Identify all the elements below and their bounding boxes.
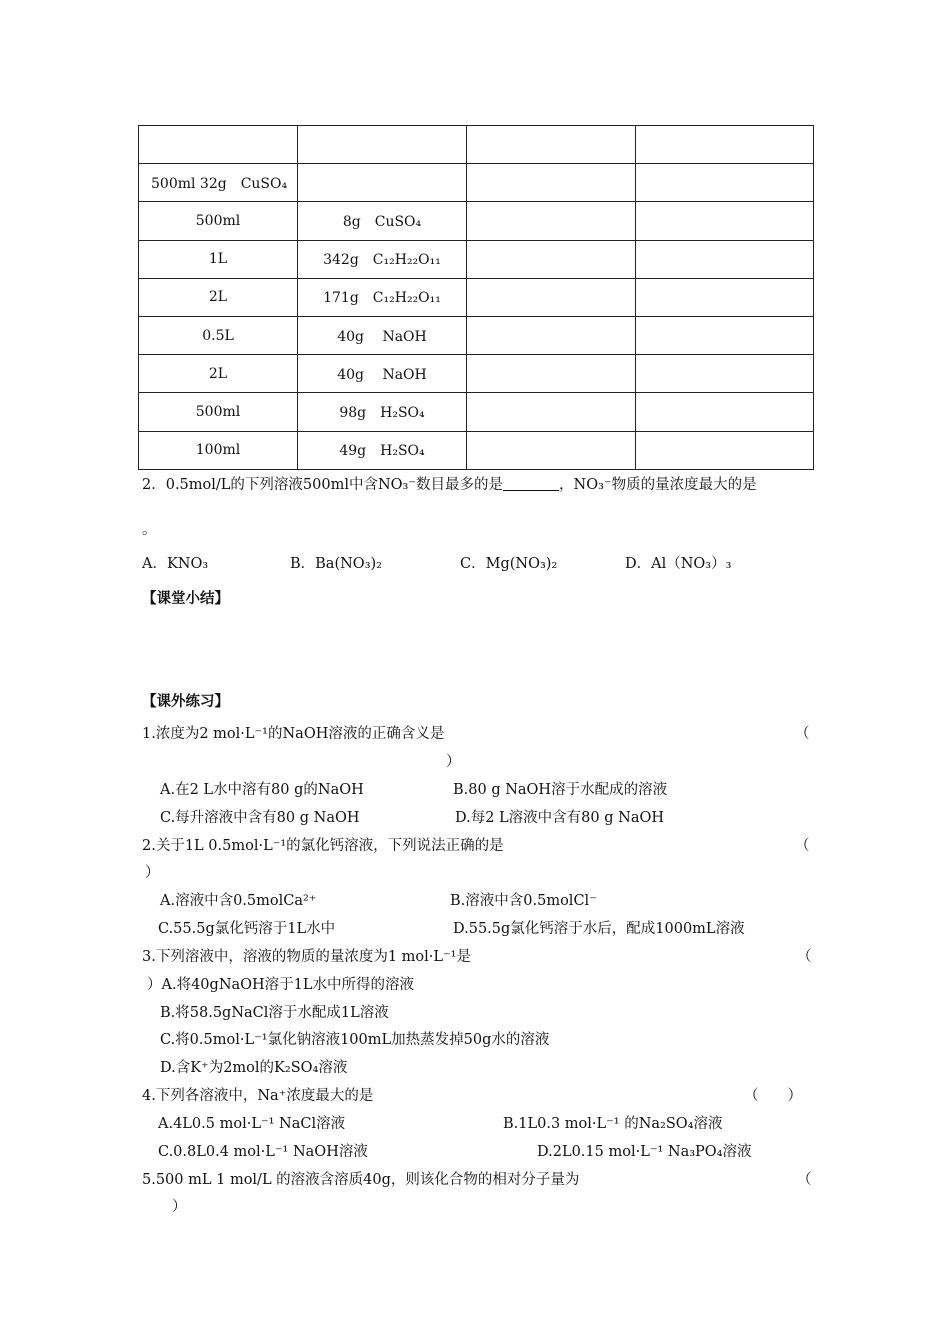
question-2-part2: ，NO₃⁻物质的量浓度最大的是 <box>559 477 757 493</box>
table-cell <box>298 126 467 164</box>
table-cell: 2L <box>139 278 298 316</box>
table-cell: 500ml 32g CuSO₄ <box>139 164 298 202</box>
table-row <box>139 355 814 393</box>
exercise-2-paren-close: ） <box>145 865 160 881</box>
exercise-1-paren-open: （ <box>795 726 810 742</box>
table-cell <box>139 126 298 164</box>
table-cell <box>636 278 814 316</box>
exercise-5-stem: 5.500 mL 1 mol/L 的溶液含溶质40g，则该化合物的相对分子量为 <box>142 1172 580 1188</box>
table-cell <box>636 126 814 164</box>
question-2-stem <box>142 473 757 494</box>
table-cell <box>636 316 814 354</box>
exercise-2-option-d: D.55.5g氯化钙溶于水后，配成1000mL溶液 <box>453 921 745 937</box>
table-row <box>139 393 814 431</box>
question-2-part1: 2．0.5mol/L的下列溶液500ml中含NO₃⁻数目最多的是 <box>142 477 504 493</box>
exercise-4-option-c: C.0.8L0.4 mol·L⁻¹ NaOH溶液 <box>158 1144 368 1160</box>
table-cell <box>636 355 814 393</box>
table-row <box>139 431 814 469</box>
question-2-option-d: D．Al（NO₃）₃ <box>625 556 732 572</box>
exercise-5-paren-open: （ <box>797 1172 812 1188</box>
exercise-2-stem: 2.关于1L 0.5mol·L⁻¹的氯化钙溶液，下列说法正确的是 <box>142 838 504 854</box>
exercise-3-option-b: B.将58.5gNaCl溶于水配成1L溶液 <box>160 1005 389 1021</box>
table-cell: 1L <box>139 240 298 278</box>
exercise-3-option-c: C.将0.5mol·L⁻¹氯化钠溶液100mL加热蒸发掉50g水的溶液 <box>160 1032 550 1048</box>
answer-blank <box>503 476 559 491</box>
exercise-4-option-b: B.1L0.3 mol·L⁻¹ 的Na₂SO₄溶液 <box>503 1116 723 1132</box>
table-cell <box>298 164 467 202</box>
table-row <box>139 164 814 202</box>
exercise-4-paren: （ ） <box>744 1088 802 1104</box>
table-row <box>139 126 814 164</box>
table-row <box>139 316 814 354</box>
table-row <box>139 202 814 240</box>
table-cell: 98g H₂SO₄ <box>298 393 467 431</box>
table-cell <box>467 240 636 278</box>
table-cell: 500ml <box>139 393 298 431</box>
table-cell: 500ml <box>139 202 298 240</box>
table-cell <box>467 278 636 316</box>
table-cell <box>467 164 636 202</box>
table-cell: 2L <box>139 355 298 393</box>
table-cell <box>467 202 636 240</box>
table-row <box>139 278 814 316</box>
exercise-1-option-d: D.每2 L溶液中含有80 g NaOH <box>455 810 664 826</box>
table-cell <box>467 126 636 164</box>
table-row <box>139 240 814 278</box>
question-2-end: 。 <box>142 522 157 538</box>
exercise-4-stem: 4.下列各溶液中，Na⁺浓度最大的是 <box>142 1088 374 1104</box>
exercise-4-option-a: A.4L0.5 mol·L⁻¹ NaCl溶液 <box>158 1116 346 1132</box>
table-cell: 342g C₁₂H₂₂O₁₁ <box>298 240 467 278</box>
exercise-1-option-c: C.每升溶液中含有80 g NaOH <box>160 810 360 826</box>
question-2-option-a: A．KNO₃ <box>142 556 209 572</box>
exercise-3-stem: 3.下列溶液中，溶液的物质的量浓度为1 mol·L⁻¹是 <box>142 949 471 965</box>
table-cell <box>467 316 636 354</box>
table-cell: 171g C₁₂H₂₂O₁₁ <box>298 278 467 316</box>
question-2-option-c: C．Mg(NO₃)₂ <box>460 556 558 572</box>
exercise-2-option-a: A.溶液中含0.5molCa²⁺ <box>160 893 317 909</box>
exercise-1-option-b: B.80 g NaOH溶于水配成的溶液 <box>453 782 668 798</box>
exercise-heading: 【课外练习】 <box>142 693 229 710</box>
table-cell <box>467 431 636 469</box>
table-cell: 100ml <box>139 431 298 469</box>
exercise-5-paren-close: ） <box>172 1199 187 1215</box>
table-cell: 0.5L <box>139 316 298 354</box>
exercise-1-stem: 1.浓度为2 mol·L⁻¹的NaOH溶液的正确含义是 <box>142 726 445 742</box>
concentration-table <box>138 125 814 470</box>
table-cell <box>636 240 814 278</box>
table-cell: 40g NaOH <box>298 316 467 354</box>
exercise-2-paren-open: （ <box>795 838 810 854</box>
table-cell <box>467 393 636 431</box>
table-cell <box>636 202 814 240</box>
question-2-option-b: B．Ba(NO₃)₂ <box>290 556 382 572</box>
exercise-1-paren-close: ） <box>446 754 461 770</box>
exercise-1-option-a: A.在2 L水中溶有80 g的NaOH <box>160 782 364 798</box>
table-cell <box>636 431 814 469</box>
exercise-3-option-d: D.含K⁺为2mol的K₂SO₄溶液 <box>160 1060 348 1076</box>
exercise-3-paren-open: （ <box>797 949 812 965</box>
table-cell <box>636 393 814 431</box>
exercise-2-option-b: B.溶液中含0.5molCl⁻ <box>450 893 597 909</box>
table-cell: 8g CuSO₄ <box>298 202 467 240</box>
table-cell <box>467 355 636 393</box>
table-cell: 40g NaOH <box>298 355 467 393</box>
table-cell: 49g H₂SO₄ <box>298 431 467 469</box>
table-cell <box>636 164 814 202</box>
exercise-3-option-a: ）A.将40gNaOH溶于1L水中所得的溶液 <box>147 977 415 993</box>
exercise-2-option-c: C.55.5g氯化钙溶于1L水中 <box>158 921 336 937</box>
exercise-4-option-d: D.2L0.15 mol·L⁻¹ Na₃PO₄溶液 <box>537 1144 752 1160</box>
summary-heading: 【课堂小结】 <box>142 590 229 607</box>
